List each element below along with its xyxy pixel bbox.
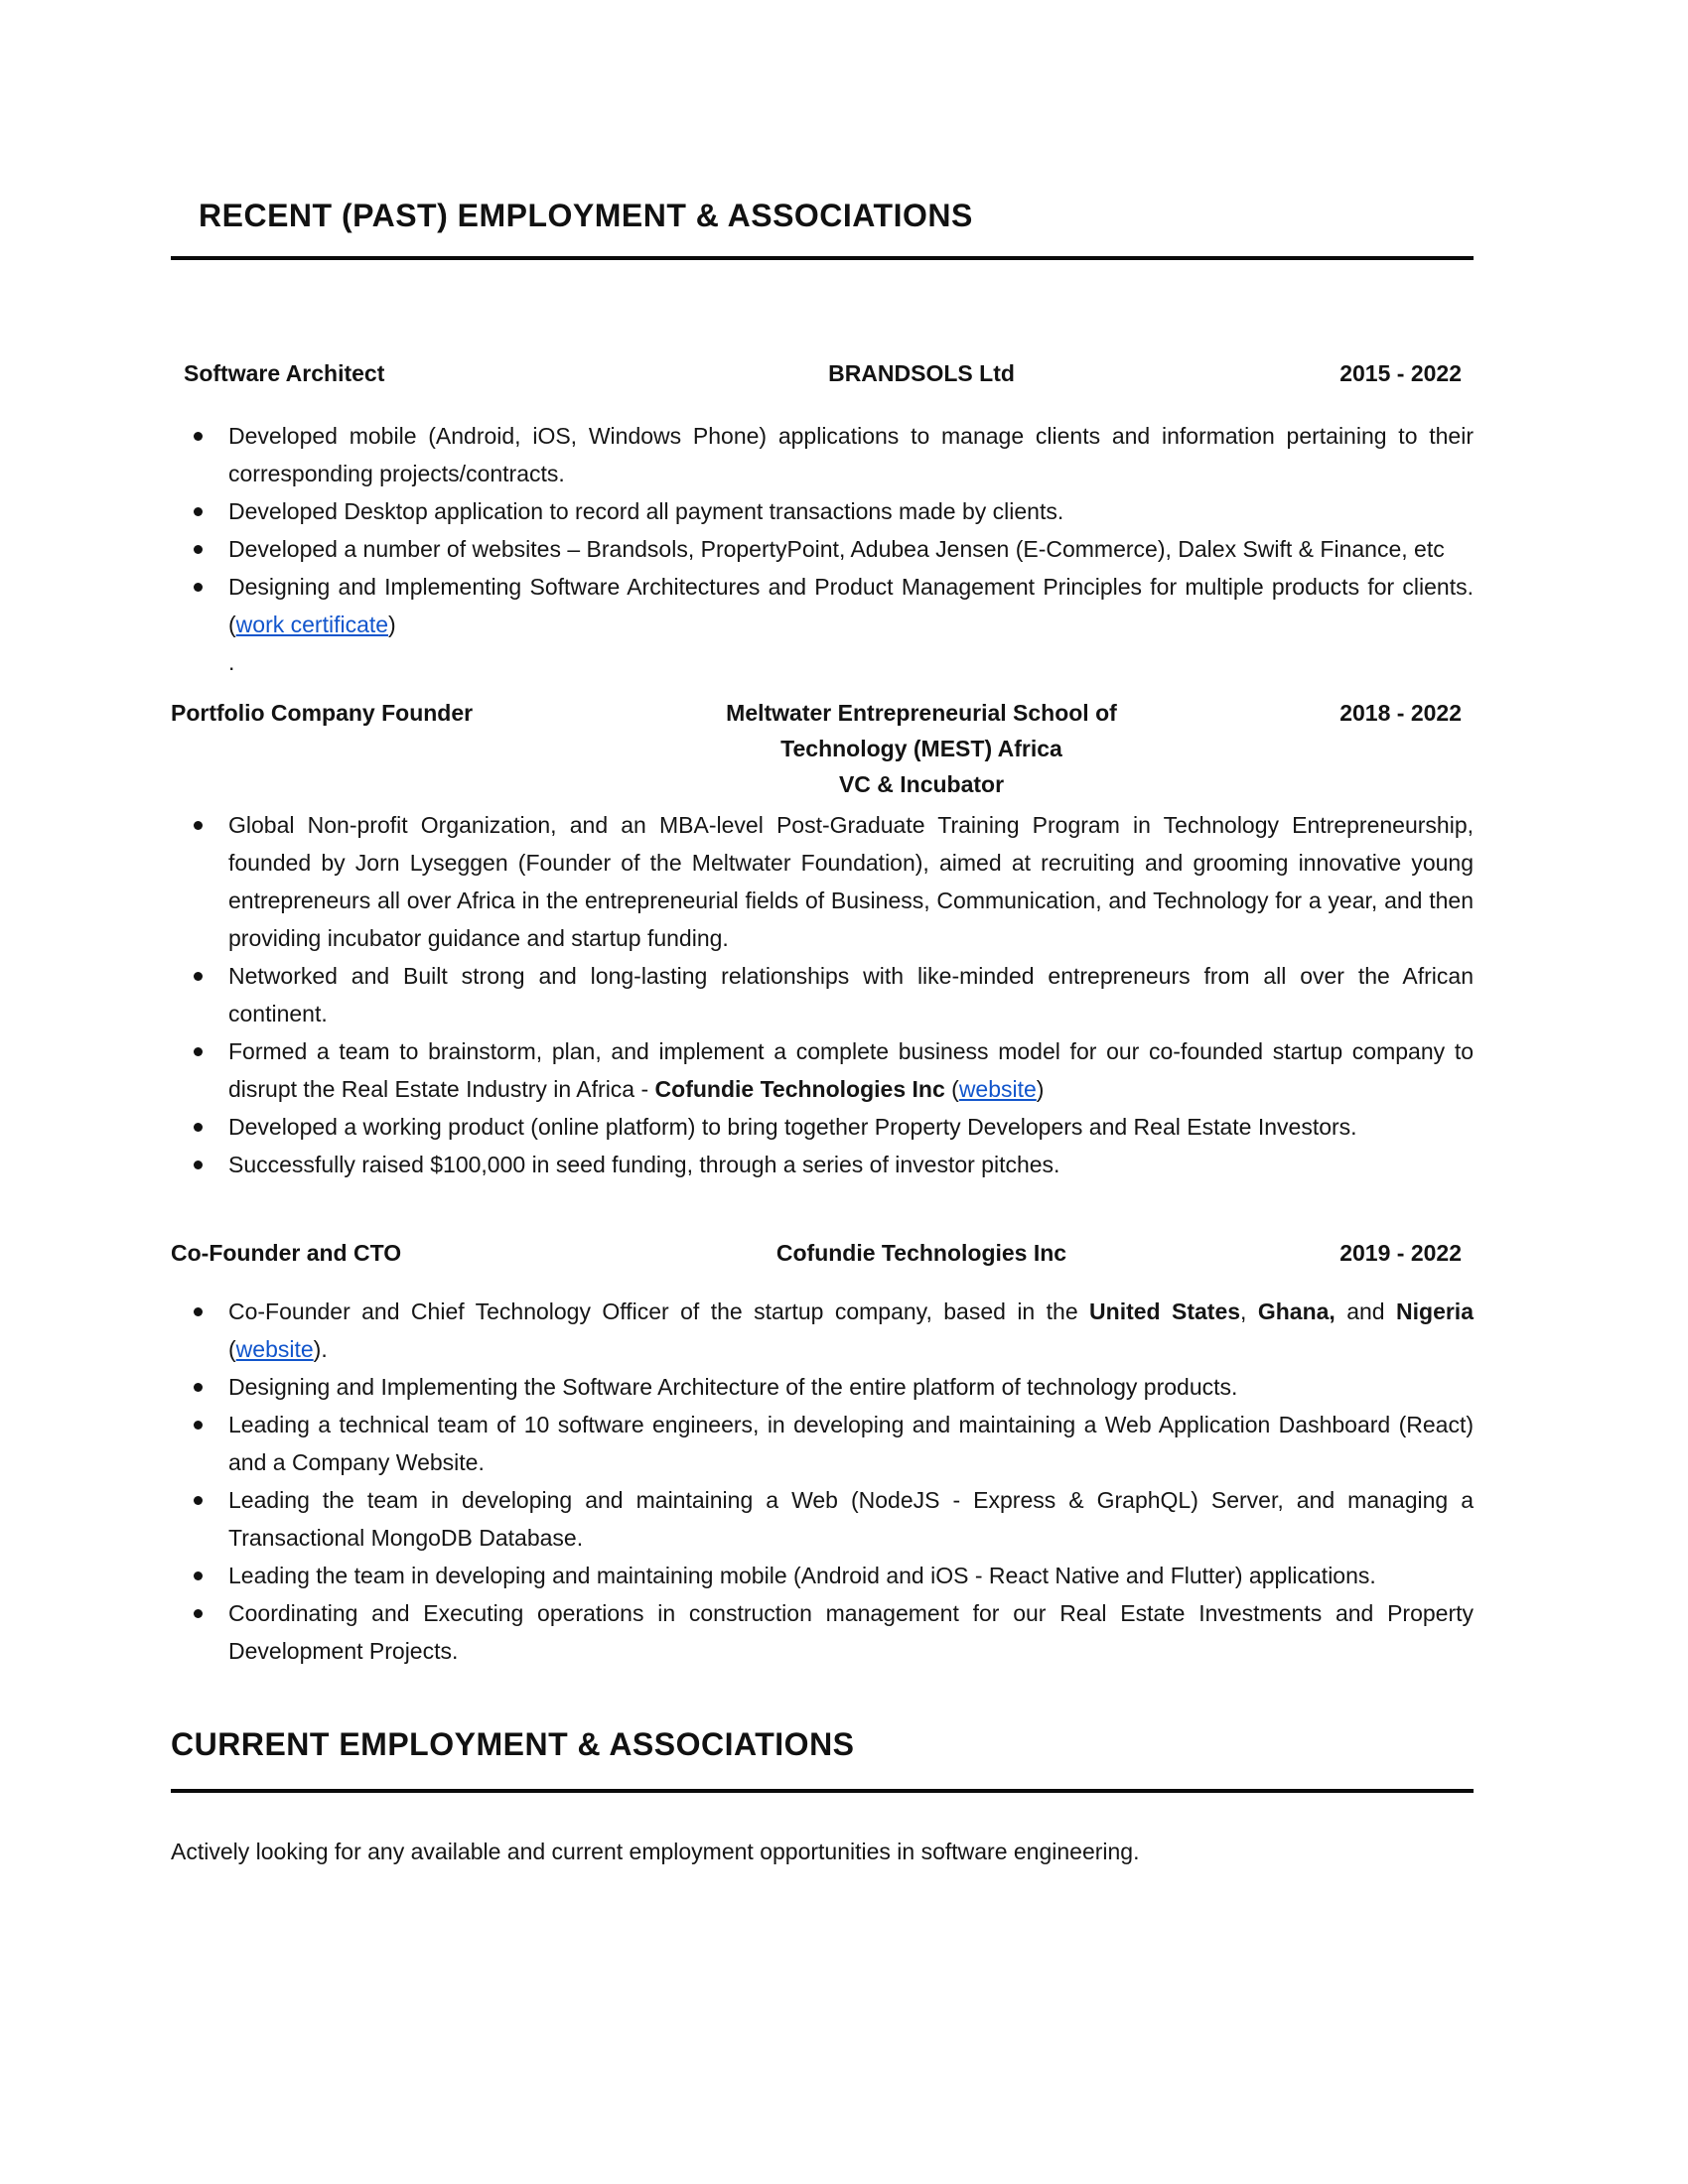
bullet-marker [171, 530, 228, 568]
text-segment: Nigeria [1396, 1298, 1474, 1324]
bullet-list [171, 417, 1474, 681]
section-divider [171, 256, 1474, 260]
job-company-line: VC & Incubator [838, 771, 1005, 797]
bullet-item [171, 806, 1474, 957]
bullet-item [171, 530, 1474, 568]
text-segment: Designing and Implementing the Software Architecture of the entire platform of technology products. [228, 1374, 1238, 1400]
bullet-item [171, 1594, 1474, 1670]
bullet-marker [171, 1032, 228, 1108]
bullet-text [228, 1368, 1474, 1406]
section-divider [171, 1789, 1474, 1793]
bullet-text [228, 417, 1474, 492]
jobs-container [171, 355, 1474, 1670]
bullet-dot-icon [194, 1571, 203, 1580]
job-row [171, 695, 1474, 802]
text-segment: Developed mobile (Android, iOS, Windows Phone) applications to manage clients and information pertaining to their corresponding projects/contracts. [228, 423, 1474, 486]
text-segment: Developed a working product (online platform) to bring together Property Developers and Real Estate Investors. [228, 1114, 1357, 1140]
text-segment: Developed a number of websites – Brandsols, PropertyPoint, Adubea Jensen (E-Commerce), Dalex Swift & Finance, etc [228, 536, 1445, 562]
job-block [171, 1235, 1474, 1670]
job-block [171, 695, 1474, 1183]
bullet-item [171, 492, 1474, 530]
bullet-marker [171, 1481, 228, 1557]
bullet-text [228, 1481, 1474, 1557]
text-segment: Successfully raised $100,000 in seed funding, through a series of investor pitches. [228, 1152, 1060, 1177]
bullet-marker [171, 1557, 228, 1594]
job-company-line: BRANDSOLS Ltd [828, 360, 1015, 386]
bullet-text [228, 568, 1474, 681]
text-segment: and [1335, 1298, 1397, 1324]
job-title: Software Architect [184, 360, 385, 386]
job-row [171, 1235, 1474, 1271]
bullet-dot-icon [194, 1307, 203, 1316]
text-segment: ( [944, 1076, 959, 1102]
bullet-dot-icon [194, 1047, 203, 1056]
bullet-marker [171, 1293, 228, 1368]
text-segment: ) [388, 612, 396, 637]
bullet-text [228, 1594, 1474, 1670]
job-row [171, 355, 1474, 391]
text-segment: United States [1089, 1298, 1241, 1324]
bullet-item [171, 1032, 1474, 1108]
bullet-item [171, 1108, 1474, 1146]
text-segment: Leading a technical team of 10 software engineers, in developing and maintaining a Web Application Dashboard (React) and a Company Website. [228, 1412, 1474, 1475]
text-segment: Leading the team in developing and maintaining a Web (NodeJS - Express & GraphQL) Server, and managing a Transactional MongoDB Database. [228, 1487, 1474, 1551]
job-dates: 2015 - 2022 [1339, 360, 1462, 386]
bullet-marker [171, 1368, 228, 1406]
text-segment: Developed Desktop application to record all payment transactions made by clients. [228, 498, 1064, 524]
bullet-text [228, 806, 1474, 957]
text-segment: Cofundie Technologies Inc [654, 1076, 945, 1102]
job-company-line: Technology (MEST) Africa [780, 736, 1062, 761]
job-company-line: Cofundie Technologies Inc [775, 1240, 1067, 1266]
website-link[interactable]: website [235, 1336, 314, 1362]
bullet-marker [171, 1146, 228, 1183]
text-segment: ). [313, 1336, 328, 1362]
bullet-item [171, 1481, 1474, 1557]
bullet-marker [171, 957, 228, 1032]
bullet-marker [171, 1108, 228, 1146]
bullet-list [171, 1293, 1474, 1670]
text-segment: Designing and Implementing Software Architectures and Product Management Principles for multiple products for clients. ( [228, 574, 1474, 637]
text-segment: Leading the team in developing and maintaining mobile (Android and iOS - React Native and Flutter) applications. [228, 1563, 1376, 1588]
bullet-dot-icon [194, 1383, 203, 1392]
bullet-marker [171, 417, 228, 492]
job-title: Portfolio Company Founder [171, 700, 474, 726]
bullet-dot-icon [194, 1496, 203, 1505]
bullet-text [228, 957, 1474, 1032]
bullet-marker [171, 1406, 228, 1481]
text-segment: Formed a team to brainstorm, plan, and implement a complete business model for our co-founded startup company to disrupt the Real Estate Industry in Africa - [228, 1038, 1474, 1102]
job-title: Co-Founder and CTO [171, 1240, 402, 1266]
bullet-dot-icon [194, 972, 203, 981]
job-block [171, 355, 1474, 681]
bullet-dot-icon [194, 1421, 203, 1430]
job-company [608, 355, 1235, 391]
text-segment: Co-Founder and Chief Technology Officer of the startup company, based in the [228, 1298, 1090, 1324]
bullet-dot-icon [194, 1609, 203, 1618]
bullet-item [171, 1557, 1474, 1594]
bullet-text [228, 1406, 1474, 1481]
bullet-text [228, 1293, 1474, 1368]
bullet-dot-icon [194, 1160, 203, 1169]
work-certificate-link[interactable]: work certificate [235, 612, 389, 637]
text-segment: ) [1036, 1076, 1045, 1102]
bullet-item [171, 957, 1474, 1032]
bullet-dot-icon [194, 545, 203, 554]
trailing-period-line: . [228, 649, 235, 675]
bullet-dot-icon [194, 432, 203, 441]
text-segment: Networked and Built strong and long-lasting relationships with like-minded entrepreneurs from all over the African continent. [228, 963, 1474, 1026]
job-company-line: Meltwater Entrepreneurial School of [726, 700, 1117, 726]
text-segment: Coordinating and Executing operations in construction management for our Real Estate Investments and Property Development Projects. [228, 1600, 1474, 1664]
section-heading-past-employment: RECENT (PAST) EMPLOYMENT & ASSOCIATIONS [199, 198, 973, 233]
section-heading-current-employment: CURRENT EMPLOYMENT & ASSOCIATIONS [171, 1726, 855, 1762]
bullet-marker [171, 492, 228, 530]
text-segment: ( [228, 1336, 236, 1362]
text-segment: Ghana, [1257, 1298, 1336, 1324]
bullet-dot-icon [194, 507, 203, 516]
bullet-text [228, 1032, 1474, 1108]
job-dates: 2019 - 2022 [1339, 1240, 1462, 1266]
bullet-marker [171, 568, 228, 681]
job-company [608, 695, 1235, 802]
text-segment: Global Non-profit Organization, and an MBA-level Post-Graduate Training Program in Technology Entrepreneurship, founded by Jorn Lyseggen (Founder of the Meltwater Foundation), aimed at recruiting and grooming innovative young entrepreneurs all over Africa in the entrepreneurial fields of Business, Communication, and Technology for a year, and then providing incubator guidance and startup funding. [228, 812, 1474, 951]
availability-text: Actively looking for any available and current employment opportunities in software engineering. [171, 1839, 1140, 1864]
bullet-marker [171, 806, 228, 957]
website-link[interactable]: website [958, 1076, 1037, 1102]
bullet-item [171, 1146, 1474, 1183]
bullet-text [228, 492, 1474, 530]
job-dates: 2018 - 2022 [1339, 700, 1462, 726]
bullet-text [228, 530, 1474, 568]
bullet-item [171, 568, 1474, 681]
bullet-dot-icon [194, 821, 203, 830]
bullet-marker [171, 1594, 228, 1670]
bullet-list [171, 806, 1474, 1183]
bullet-text [228, 1146, 1474, 1183]
text-segment: , [1240, 1298, 1258, 1324]
bullet-item [171, 1406, 1474, 1481]
bullet-item [171, 1293, 1474, 1368]
job-company [608, 1235, 1235, 1271]
bullet-dot-icon [194, 1123, 203, 1132]
bullet-item [171, 417, 1474, 492]
bullet-dot-icon [194, 583, 203, 592]
bullet-item [171, 1368, 1474, 1406]
bullet-text [228, 1557, 1474, 1594]
bullet-text [228, 1108, 1474, 1146]
